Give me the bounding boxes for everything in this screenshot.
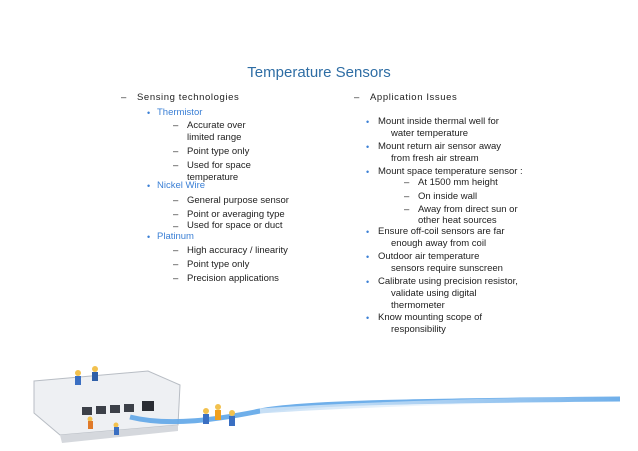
dash-marker: – — [404, 177, 410, 188]
group-name-platinum: Platinum — [157, 231, 194, 242]
list-item: High accuracy / linearity — [187, 245, 288, 256]
bullet-icon: • — [147, 232, 151, 242]
dash-marker: – — [173, 146, 179, 157]
list-item: validate using digital — [391, 288, 477, 299]
group-name-nickel-wire: Nickel Wire — [157, 180, 206, 191]
dash-marker: – — [173, 273, 179, 284]
list-item: sensors require sunscreen — [391, 263, 503, 274]
list-item: Calibrate using precision resistor, — [378, 276, 518, 287]
list-item: Point type only — [187, 146, 250, 157]
dash-marker: – — [173, 120, 179, 131]
sub-item: At 1500 mm height — [418, 177, 498, 188]
list-item: temperature — [187, 172, 239, 183]
network-device-illustration — [20, 355, 620, 451]
left-heading: Sensing technologies — [137, 92, 240, 103]
dash-marker: – — [404, 191, 410, 202]
dash-marker: – — [354, 92, 360, 103]
dash-marker: – — [404, 204, 410, 215]
list-item: Precision applications — [187, 273, 279, 284]
list-item: Accurate over — [187, 120, 246, 131]
bullet-icon: • — [366, 252, 370, 262]
list-item: thermometer — [391, 300, 445, 311]
dash-marker: – — [173, 195, 179, 206]
dash-marker: – — [173, 245, 179, 256]
sub-item: On inside wall — [418, 191, 478, 202]
list-item: Mount space temperature sensor : — [378, 166, 523, 177]
list-item: responsibility — [391, 324, 446, 335]
bullet-icon: • — [366, 167, 370, 177]
slide-title: Temperature Sensors — [247, 64, 391, 81]
bullet-icon: • — [366, 227, 370, 237]
dash-marker: – — [121, 92, 127, 103]
dash-marker: – — [173, 259, 179, 270]
bullet-icon: • — [147, 108, 151, 118]
list-item: Outdoor air temperature — [378, 251, 480, 262]
dash-marker: – — [173, 209, 179, 220]
list-item: enough away from coil — [391, 238, 487, 249]
right-heading: Application Issues — [370, 92, 458, 103]
list-item: Ensure off-coil sensors are far — [378, 226, 505, 237]
list-item: limited range — [187, 132, 242, 143]
list-item: Used for space or duct — [187, 220, 283, 231]
list-item: Know mounting scope of — [378, 312, 483, 323]
bullet-icon: • — [366, 142, 370, 152]
dash-marker: – — [173, 221, 179, 232]
bullet-icon: • — [366, 117, 370, 127]
list-item: water temperature — [391, 128, 469, 139]
list-item: General purpose sensor — [187, 195, 289, 206]
list-item: Point or averaging type — [187, 209, 285, 220]
group-name-thermistor: Thermistor — [157, 107, 203, 118]
dash-marker: – — [173, 160, 179, 171]
sub-item: other heat sources — [418, 215, 497, 226]
list-item: Point type only — [187, 259, 250, 270]
bullet-icon: • — [366, 277, 370, 287]
bullet-icon: • — [366, 313, 370, 323]
list-item: Mount return air sensor away — [378, 141, 502, 152]
sub-item: Away from direct sun or — [418, 204, 518, 215]
bullet-icon: • — [147, 181, 151, 191]
list-item: Mount inside thermal well for — [378, 116, 499, 127]
list-item: Used for space — [187, 160, 251, 171]
list-item: from fresh air stream — [391, 153, 479, 164]
